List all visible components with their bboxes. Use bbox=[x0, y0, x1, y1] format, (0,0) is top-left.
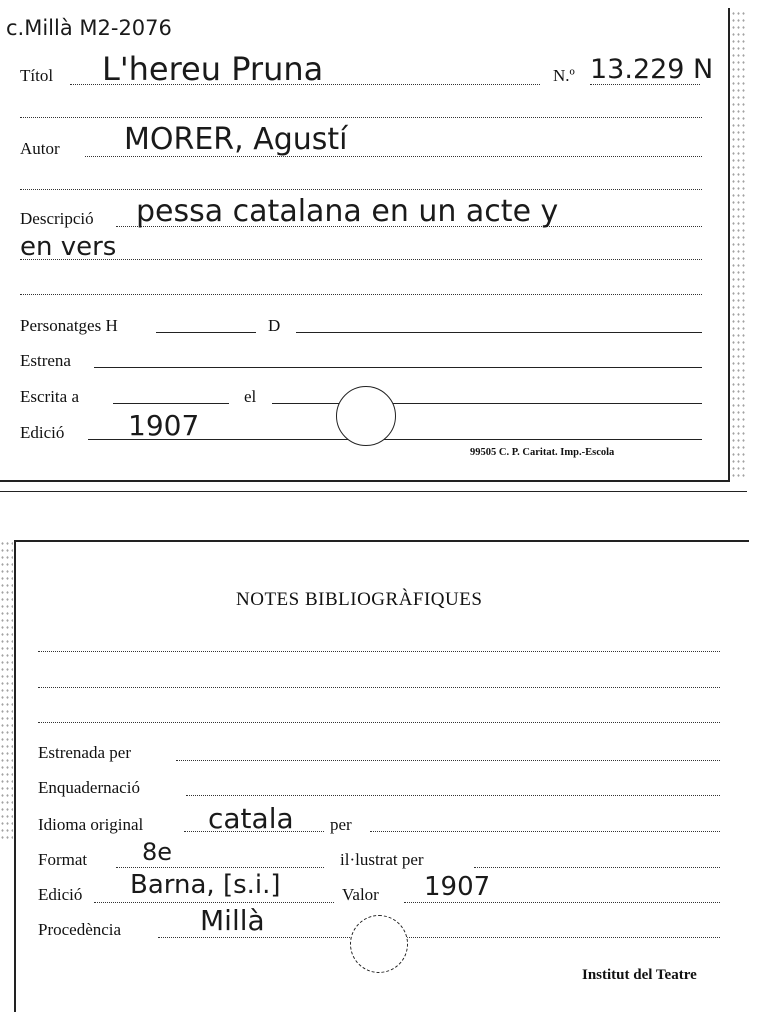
enquadernacio-label: Enquadernació bbox=[38, 778, 140, 797]
notes-blank-line-1 bbox=[38, 651, 720, 652]
scan-edge-noise-left bbox=[0, 540, 13, 840]
procedencia-label: Procedència bbox=[38, 920, 122, 939]
per-line bbox=[370, 831, 720, 832]
procedencia-value: Millà bbox=[200, 904, 265, 937]
personatges-h-line bbox=[156, 332, 256, 333]
notes-edicio-line bbox=[94, 902, 334, 903]
descripcio-value-line1: pessa catalana en un acte y bbox=[136, 194, 559, 229]
scan-edge-noise bbox=[731, 10, 747, 480]
estrena-line bbox=[94, 367, 702, 368]
el-label: el bbox=[244, 387, 257, 406]
numero-value: 13.229 N bbox=[590, 54, 714, 85]
card-separator-line bbox=[0, 491, 747, 492]
valor-line bbox=[404, 902, 720, 903]
format-value: 8e bbox=[142, 838, 173, 866]
descripcio-line-2 bbox=[20, 259, 702, 260]
titol-label: Títol bbox=[20, 66, 54, 85]
estrenada-line bbox=[176, 760, 720, 761]
el-line bbox=[272, 403, 702, 404]
idioma-label: Idioma original bbox=[38, 815, 144, 834]
notes-blank-line-3 bbox=[38, 722, 720, 723]
punch-hole-2 bbox=[350, 915, 408, 973]
personatges-d-label: D bbox=[268, 316, 281, 335]
edicio-value: 1907 bbox=[128, 409, 200, 442]
personatges-label: Personatges H bbox=[20, 316, 118, 335]
autor-value: MORER, Agustí bbox=[124, 122, 348, 157]
blank-line-1 bbox=[20, 117, 702, 118]
edicio-label: Edició bbox=[20, 423, 65, 442]
idioma-value: catala bbox=[208, 802, 294, 835]
punch-hole bbox=[336, 386, 396, 446]
escrita-label: Escrita a bbox=[20, 387, 79, 406]
titol-value: L'hereu Pruna bbox=[102, 50, 324, 88]
blank-line-2 bbox=[20, 189, 702, 190]
valor-label: Valor bbox=[342, 885, 379, 904]
escrita-line bbox=[113, 403, 229, 404]
personatges-d-line bbox=[296, 332, 702, 333]
descripcio-label: Descripció bbox=[20, 209, 94, 228]
estrena-label: Estrena bbox=[20, 351, 71, 370]
format-label: Format bbox=[38, 850, 88, 869]
institution-label: Institut del Teatre bbox=[582, 967, 697, 983]
notes-blank-line-2 bbox=[38, 687, 720, 688]
notes-heading: NOTES BIBLIOGRÀFIQUES bbox=[236, 589, 483, 610]
autor-label: Autor bbox=[20, 139, 60, 158]
valor-value: 1907 bbox=[424, 872, 491, 902]
illustrat-label: il·lustrat per bbox=[340, 850, 424, 869]
printer-note: 99505 C. P. Caritat. Imp.-Escola bbox=[470, 447, 615, 458]
illustrat-line bbox=[474, 867, 720, 868]
estrenada-label: Estrenada per bbox=[38, 743, 131, 762]
blank-line-3 bbox=[20, 294, 702, 295]
procedencia-line bbox=[158, 937, 720, 938]
descripcio-value-line2: en vers bbox=[20, 232, 117, 262]
notes-edicio-label: Edició bbox=[38, 885, 83, 904]
enquadernacio-line bbox=[186, 795, 720, 796]
format-line bbox=[116, 867, 324, 868]
corner-note: c.Millà M2-2076 bbox=[6, 16, 172, 40]
numero-label: N.º bbox=[553, 66, 575, 85]
per-label: per bbox=[330, 815, 352, 834]
notes-edicio-value: Barna, [s.i.] bbox=[130, 870, 281, 900]
